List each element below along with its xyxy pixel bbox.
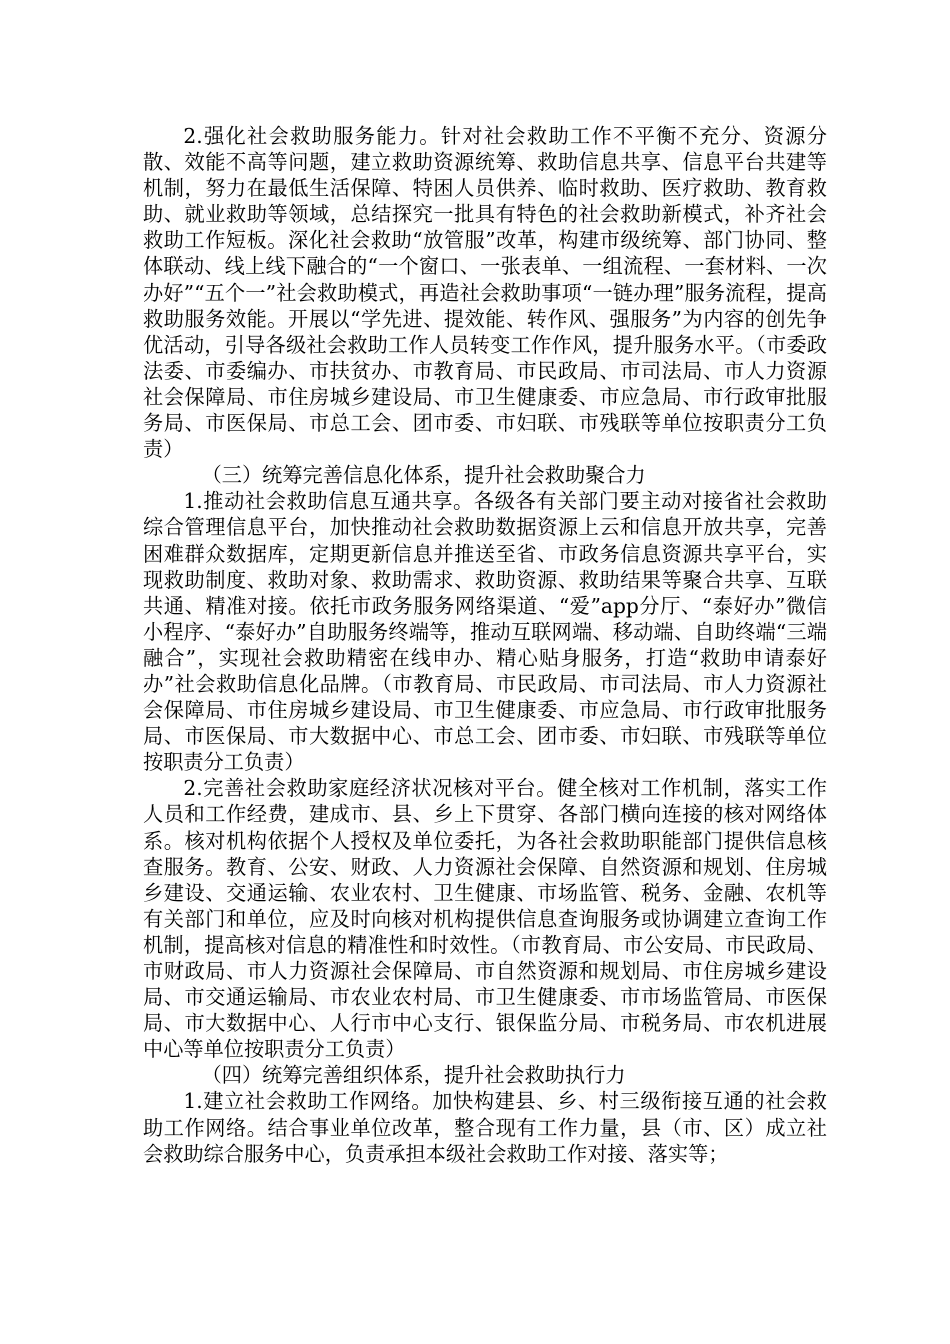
document-page	[143, 123, 827, 1167]
paragraph-strengthen-service: 2.强化社会救助服务能力。针对社会救助工作不平衡不充分、资源分散、效能不高等问题，建立救助资源统筹、救助信息共享、信息平台共建等机制，努力在最低生活保障、特困人员供养、临时救助、医疗救助、教育救助、就业救助等领域，总结探究一批具有特色的社会救助新模式，补齐社会救助工作短板。深化社会救助“放管服”改革，构建市级统筹、部门协同、整体联动、线上线下融合的“一个窗口、一张表单、一组流程、一套材料、一次办好”“五个一”社会救助模式，再造社会救助事项“一链办理”服务流程，提高救助服务效能。开展以“学先进、提效能、转作风、强服务”为内容的创先争优活动，引导各级社会救助工作人员转变工作作风，提升服务水平。（市委政法委、市委编办、市扶贫办、市教育局、市民政局、市司法局、市人力资源社会保障局、市住房城乡建设局、市卫生健康委、市应急局、市行政审批服务局、市医保局、市总工会、团市委、市妇联、市残联等单位按职责分工负责）	[143, 124, 827, 462]
paragraph-info-sharing: 1.推动社会救助信息互通共享。各级各有关部门要主动对接省社会救助综合管理信息平台，加快推动社会救助数据资源上云和信息开放共享，完善困难群众数据库，定期更新信息并推送至省、市政务信息资源共享平台，实现救助制度、救助对象、救助需求、救助资源、救助结果等聚合共享、互联共通、精准对接。依托市政务服务网络渠道、“爱”app分厅、“泰好办”微信小程序、“泰好办”自助服务终端等，推动互联网端、移动端、自助终端“三端融合”，实现社会救助精密在线申办、精心贴身服务，打造“救助申请泰好办”社会救助信息化品牌。（市教育局、市民政局、市司法局、市人力资源社会保障局、市住房城乡建设局、市卫生健康委、市应急局、市行政审批服务局、市医保局、市大数据中心、市总工会、团市委、市妇联、市残联等单位按职责分工负责）	[143, 489, 827, 775]
paragraph-work-network: 1.建立社会救助工作网络。加快构建县、乡、村三级衔接互通的社会救助工作网络。结合事业单位改革，整合现有工作力量，县（市、区）成立社会救助综合服务中心，负责承担本级社会救助工作对接、落实等；	[143, 1089, 827, 1166]
section-heading-4: （四）统筹完善组织体系，提升社会救助执行力	[201, 1063, 626, 1088]
section-heading-3: （三）统筹完善信息化体系，提升社会救助聚合力	[201, 463, 646, 488]
paragraph-verification-platform: 2.完善社会救助家庭经济状况核对平台。健全核对工作机制，落实工作人员和工作经费，建成市、县、乡上下贯穿、各部门横向连接的核对网络体系。核对机构依据个人授权及单位委托，为各社会救助职能部门提供信息核查服务。教育、公安、财政、人力资源社会保障、自然资源和规划、住房城乡建设、交通运输、农业农村、卫生健康、市场监管、税务、金融、农机等有关部门和单位，应及时向核对机构提供信息查询服务或协调建立查询工作机制，提高核对信息的精准性和时效性。（市教育局、市公安局、市民政局、市财政局、市人力资源社会保障局、市自然资源和规划局、市住房城乡建设局、市交通运输局、市农业农村局、市卫生健康委、市市场监管局、市医保局、市大数据中心、人行市中心支行、银保监分局、市税务局、市农机进展中心等单位按职责分工负责）	[143, 776, 827, 1062]
